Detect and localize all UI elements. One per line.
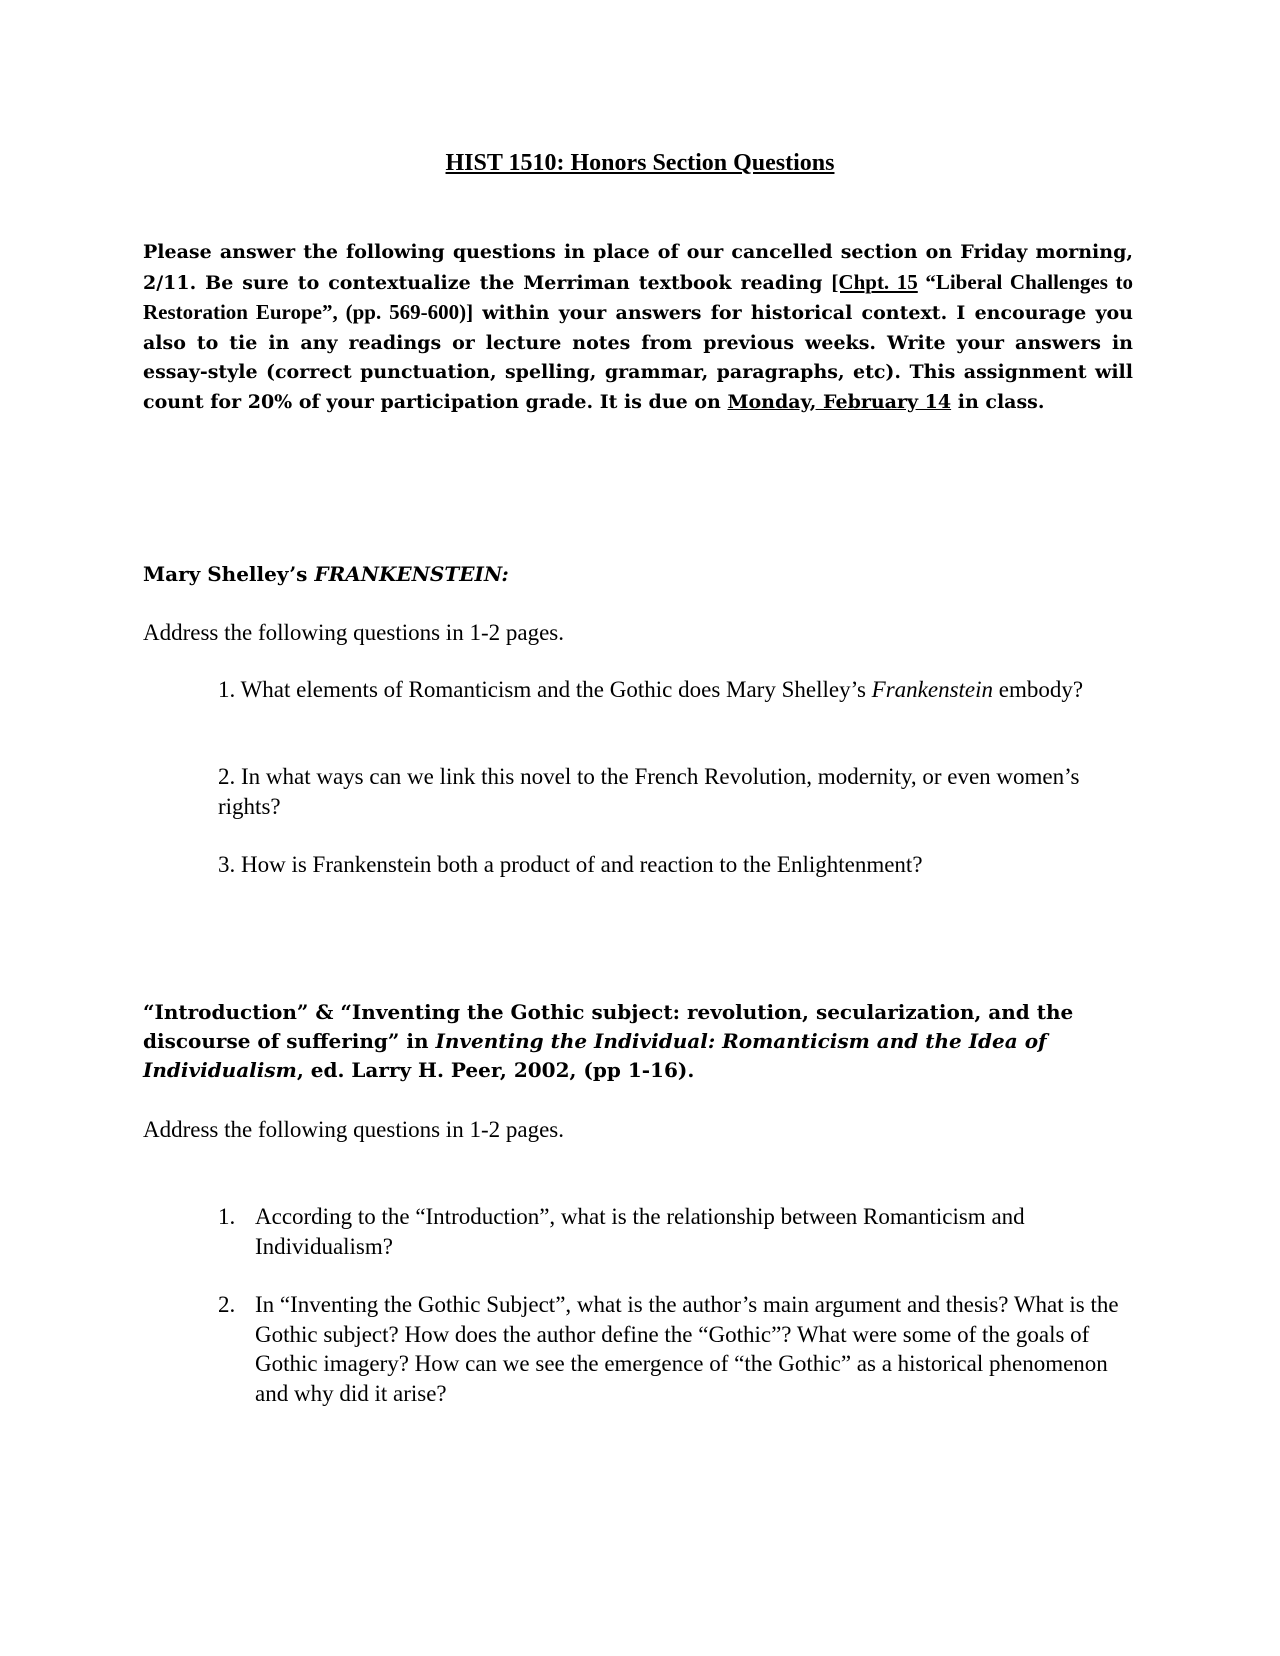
section1-heading-title: FRANKENSTEIN: <box>314 562 509 586</box>
chapter-reference: [Chpt. 15 <box>831 269 918 294</box>
intro-text-1: Please answer the following questions in place of our cancelled section on Friday morning, 2/11. Be sure to contextualize the Merriman textbook reading <box>143 241 1133 294</box>
question-number: 3. <box>218 852 236 877</box>
section1-heading <box>143 560 1133 589</box>
chapter-title: “Liberal Challenges to Restoration Europe”, (pp. 569-600)] <box>143 269 1133 324</box>
section1-heading-prefix: Mary Shelley’s <box>143 562 315 586</box>
section2-question-2 <box>218 1290 1135 1408</box>
section2-heading-book-title: Inventing the Individual: Romanticism and the Idea of Individualism <box>143 1029 1047 1082</box>
intro-paragraph <box>143 238 1133 417</box>
question-text: How is Frankenstein both a product of and reaction to the Enlightenment? <box>235 852 923 877</box>
question-text-end: embody? <box>993 677 1084 702</box>
intro-text-2: within your answers for historical context. I encourage you also to tie in any readings or lecture notes from previous weeks. Write your answers in essay-style (correct punctuation, spelling, grammar, paragraphs, etc). This assignment will count for 20% of your participation grade. It is due on <box>143 302 1133 413</box>
question-number: 2. <box>218 764 236 789</box>
question-number: 1. <box>218 677 236 702</box>
question-text: In what ways can we link this novel to the French Revolution, modernity, or even women’s rights? <box>218 764 1080 819</box>
section1-question-3 <box>218 850 1118 880</box>
section1-question-1 <box>218 675 1118 705</box>
intro-text-3: in class. <box>951 390 1045 413</box>
section2-instructions: Address the following questions in 1-2 pages. <box>143 1117 564 1142</box>
question-number: 1. <box>218 1204 236 1229</box>
section1-question-2 <box>218 762 1118 821</box>
section2-heading-citation: , ed. Larry H. Peer, 2002, (pp 1-16). <box>296 1058 695 1082</box>
section2-heading <box>143 998 1133 1085</box>
section2-heading-text: “Introduction” & “Inventing the Gothic subject: revolution, secularization, and the discourse of suffering” in <box>143 1000 1074 1053</box>
page-title: HIST 1510: Honors Section Questions <box>445 150 835 176</box>
question-text: In “Inventing the Gothic Subject”, what is the author’s main argument and thesis? What is the Gothic subject? How does the author define the “Gothic”? What were some of the goals of Gothic imagery? How can we see the emergence of “the Gothic” as a historical phenomenon and why did it arise? <box>255 1292 1119 1406</box>
question-text: According to the “Introduction”, what is the relationship between Romanticism and Individualism? <box>255 1204 1025 1259</box>
section1-instructions: Address the following questions in 1-2 pages. <box>143 620 564 645</box>
section2-question-1 <box>218 1202 1135 1261</box>
question-number: 2. <box>218 1292 236 1317</box>
due-date: Monday, February 14 <box>727 390 952 413</box>
question-text: What elements of Romanticism and the Gothic does Mary Shelley’s <box>235 677 872 702</box>
question-italic-title: Frankenstein <box>871 677 994 702</box>
